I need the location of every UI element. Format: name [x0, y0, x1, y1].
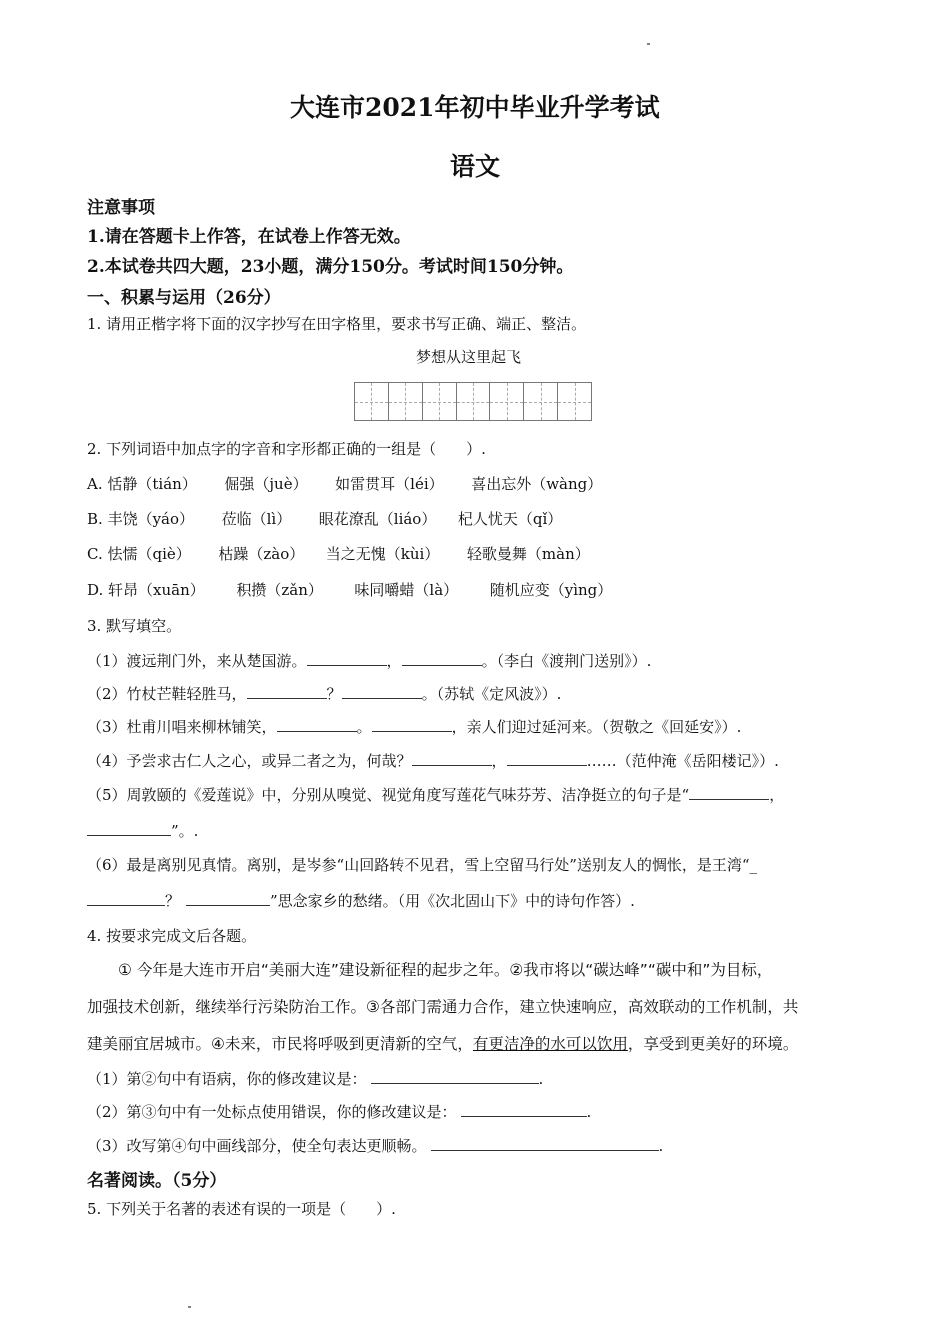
option-word: 丰饶（yáo） — [107, 510, 195, 528]
fill-text: ， — [491, 752, 507, 770]
answer-blank[interactable] — [87, 821, 171, 836]
answer-blank[interactable] — [247, 684, 327, 699]
tianzige-grid[interactable] — [354, 382, 592, 421]
option-word: 眼花潦乱（liáo） — [318, 510, 437, 528]
notice-item: 2.本试卷共四大题，23小题，满分150分。考试时间150分钟。 — [87, 257, 574, 277]
option-word: 怯懦（qiè） — [107, 545, 191, 563]
option-word: 积攒（zǎn） — [236, 581, 323, 599]
answer-blank[interactable] — [689, 785, 769, 800]
option-word: 轻歌曼舞（màn） — [466, 545, 590, 563]
option-b[interactable] — [87, 508, 562, 529]
option-word: 杞人忧天（qǐ） — [457, 510, 563, 528]
sub-question-2: （2）第③句中有一处标点使用错误，你的修改建议是： . — [87, 1103, 592, 1121]
underlined-phrase: 有更洁净的水可以饮用 — [472, 1035, 628, 1053]
fill-text: ”思念家乡的愁绪。（用《次北固山下》中的诗句作答）. — [270, 892, 635, 910]
answer-blank[interactable] — [412, 751, 492, 766]
fill-text: ， — [769, 786, 785, 804]
grid-cell[interactable] — [558, 383, 591, 420]
answer-blank[interactable] — [186, 891, 270, 906]
exam-title: 大连市2021年初中毕业升学考试 — [290, 93, 660, 122]
fill-item-5 — [87, 784, 784, 805]
sub-text: （2）第③句中有一处标点使用错误，你的修改建议是： — [87, 1103, 457, 1121]
option-word: 随机应变（yìng） — [489, 581, 613, 599]
answer-blank[interactable] — [371, 1069, 539, 1084]
passage-line — [87, 1032, 798, 1054]
sub-question-1: （1）第②句中有语病，你的修改建议是： . — [87, 1070, 544, 1088]
answer-blank[interactable] — [372, 717, 452, 732]
question-5: 5. 下列关于名著的表述有误的一项是（ ）. — [87, 1200, 396, 1218]
sub-text: （3）改写第④句中画线部分，使全句表达更顺畅。 — [87, 1137, 427, 1155]
fill-text: ……（范仲淹《岳阳楼记》）. — [586, 752, 779, 770]
fill-item-3 — [87, 716, 741, 737]
answer-blank[interactable] — [277, 717, 357, 732]
fill-text: 。 — [356, 718, 372, 736]
sub-text: （1）第②句中有语病，你的修改建议是： — [87, 1070, 367, 1088]
fill-item-2 — [87, 683, 561, 704]
passage-line: 加强技术创新，继续举行污染防治工作。③各部门需通力合作，建立快速响应，高效联动的工作机制，共 — [87, 998, 799, 1016]
grid-cell[interactable] — [355, 383, 389, 420]
passage-line: ① 今年是大连市开启“美丽大连”建设新征程的起步之年。②我市将以“碳达峰”“碳中和”为目标， — [118, 961, 773, 979]
option-word: 枯躁（zào） — [218, 545, 305, 563]
option-word: 当之无愧（kùi） — [325, 545, 440, 563]
subject-title: 语文 — [450, 152, 501, 181]
copy-phrase: 梦想从这里起飞 — [416, 348, 522, 366]
grid-cell[interactable] — [389, 383, 423, 420]
grid-cell[interactable] — [457, 383, 491, 420]
notice-heading: 注意事项 — [87, 198, 155, 218]
fill-text: （1）渡远荆门外，来从楚国游。 — [87, 652, 307, 670]
passage-text: 建美丽宜居城市。④未来，市民将呼吸到更清新的空气， — [87, 1035, 473, 1053]
option-word: 莅临（lì） — [221, 510, 292, 528]
grid-cell[interactable] — [423, 383, 457, 420]
fill-item-6 — [87, 854, 757, 875]
option-word: 恬静（tián） — [107, 475, 197, 493]
grid-cell[interactable] — [524, 383, 558, 420]
option-label: A. — [87, 475, 103, 493]
answer-blank[interactable] — [342, 684, 422, 699]
fill-text: 。（李白《渡荆门送别》）. — [481, 652, 652, 670]
fill-text: ，亲人们迎过延河来。（贺敬之《回延安》）. — [451, 718, 742, 736]
fill-text: ？ — [326, 685, 342, 703]
answer-blank[interactable] — [431, 1136, 659, 1151]
sub-question-3: （3）改写第④句中画线部分，使全句表达更顺畅。 . — [87, 1137, 664, 1155]
answer-blank[interactable] — [507, 751, 587, 766]
fill-text: （3）杜甫川唱来柳林铺笑， — [87, 718, 277, 736]
question-4: 4. 按要求完成文后各题。 — [87, 927, 257, 945]
option-label: D. — [87, 581, 104, 599]
grid-cell[interactable] — [490, 383, 524, 420]
option-word: 味同嚼蜡（là） — [354, 581, 459, 599]
answer-blank[interactable] — [87, 891, 165, 906]
fill-text: （4）予尝求古仁人之心，或异二者之为，何哉？ — [87, 752, 412, 770]
option-label: C. — [87, 545, 103, 563]
fill-text: （5）周敦颐的《爱莲说》中，分别从嗅觉、视觉角度写莲花气味芬芳、洁净挺立的句子是“ — [87, 786, 690, 804]
fill-text: （2）竹杖芒鞋轻胜马， — [87, 685, 247, 703]
answer-blank[interactable] — [307, 651, 387, 666]
answer-blank[interactable] — [461, 1102, 587, 1117]
option-a[interactable] — [87, 473, 602, 494]
option-label: B. — [87, 510, 103, 528]
scan-speck — [647, 43, 650, 45]
option-word: 倔强（juè） — [224, 475, 308, 493]
fill-item-6-cont — [87, 890, 635, 911]
section-heading: 一、积累与运用（26分） — [87, 288, 281, 308]
fill-text: ”。. — [171, 822, 199, 840]
option-c[interactable] — [87, 543, 590, 564]
fill-item-1 — [87, 650, 651, 671]
fill-text: （6）最是离别见真情。离别，是岑参“山回路转不见君，雪上空留马行处”送别友人的惆怅，是王湾“_ — [87, 856, 758, 874]
fill-item-5-cont — [87, 820, 198, 841]
option-word: 喜出忘外（wàng） — [471, 475, 603, 493]
fill-text: ？ — [165, 892, 181, 910]
fill-item-4 — [87, 750, 779, 771]
answer-blank[interactable] — [402, 651, 482, 666]
notice-item: 1.请在答题卡上作答，在试卷上作答无效。 — [87, 227, 411, 247]
option-word: 轩昂（xuān） — [108, 581, 205, 599]
question-1: 1. 请用正楷字将下面的汉字抄写在田字格里，要求书写正确、端正、整洁。 — [87, 315, 587, 333]
question-2: 2. 下列词语中加点字的字音和字形都正确的一组是（ ）. — [87, 440, 486, 458]
passage-text: ，享受到更美好的环境。 — [627, 1035, 799, 1053]
option-word: 如雷贯耳（léi） — [335, 475, 444, 493]
fill-text: 。（苏轼《定风波》）. — [421, 685, 562, 703]
question-3: 3. 默写填空。 — [87, 617, 182, 635]
fill-text: ， — [386, 652, 402, 670]
scan-speck — [188, 1306, 191, 1308]
option-d[interactable] — [87, 579, 612, 600]
section-heading: 名著阅读。（5分） — [87, 1171, 227, 1191]
